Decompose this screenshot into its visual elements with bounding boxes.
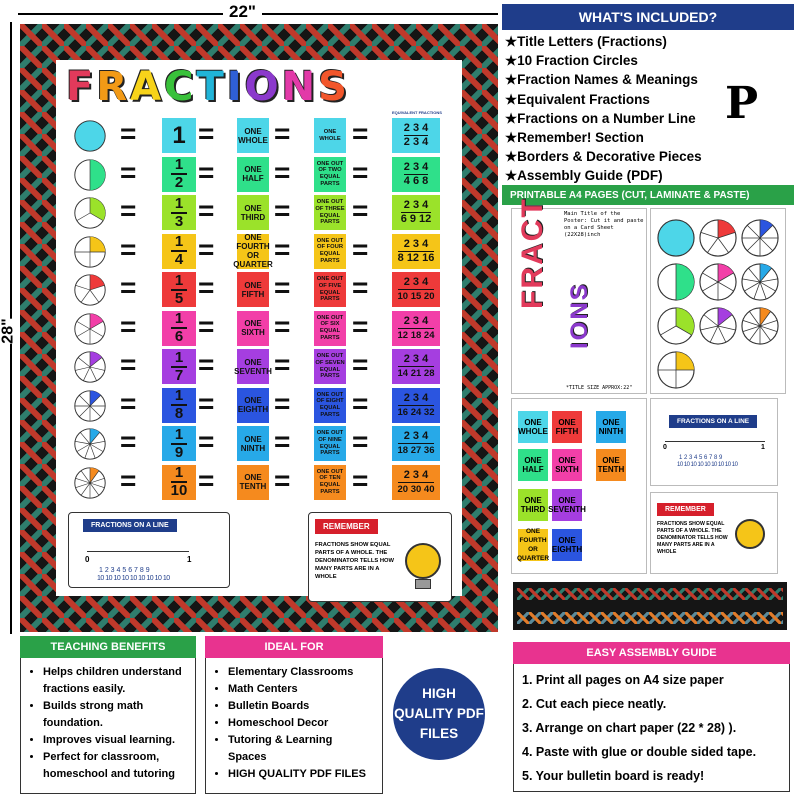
fraction-value — [162, 157, 196, 192]
equals-sign: = — [352, 387, 369, 419]
list-item: • Bulletin Boards — [228, 698, 372, 715]
equals-sign: = — [352, 233, 369, 265]
printable-header: PRINTABLE A4 PAGES (CUT, LAMINATE & PASTE) — [502, 185, 794, 205]
equals-sign: = — [198, 426, 215, 457]
equals-sign: = — [120, 118, 137, 149]
numerator: 1 — [174, 194, 184, 212]
fraction-row — [66, 116, 452, 155]
fraction-name: ONE FOURTH OR QUARTER — [233, 233, 273, 269]
fraction-rows — [66, 116, 452, 501]
number-line-denominators: 10 10 10 10 10 10 10 10 10 — [97, 575, 170, 582]
assembly-step: 5. Your bulletin board is ready! — [522, 769, 705, 783]
included-item: ★Borders & Decorative Pieces — [505, 149, 702, 165]
assembly-step: 3. Arrange on chart paper (22 * 28) ). — [522, 721, 737, 735]
equivalent-numerators: 2 3 4 — [398, 392, 435, 406]
equivalent-header: EQUIVALENT FRACTIONS — [392, 110, 442, 115]
printable-remember-banner: REMEMBER — [657, 503, 714, 516]
fraction-name: ONE SIXTH — [237, 311, 269, 346]
fraction-circle-icon — [74, 197, 106, 229]
assembly-step: 4. Paste with glue or double sided tape. — [522, 745, 757, 759]
number-line-start: 0 — [85, 555, 90, 564]
name-card: ONE FOURTH OR QUARTER — [516, 528, 550, 562]
fraction-meaning: ONE OUT OF SEVEN EQUAL PARTS — [314, 349, 346, 384]
equals-sign: = — [120, 233, 137, 265]
equivalent-fractions — [392, 234, 440, 269]
list-item: • Elementary Classrooms — [228, 664, 372, 681]
equivalent-fractions — [392, 311, 440, 346]
assembly-steps — [514, 664, 789, 792]
title-letter: S — [318, 64, 350, 110]
title-page-preview — [511, 197, 647, 394]
equals-sign: = — [198, 195, 215, 226]
fraction-circle-icon — [74, 120, 106, 152]
printable-circle-icon — [699, 219, 737, 262]
denominator: 5 — [174, 289, 184, 307]
fraction-meaning: ONE OUT OF TWO EQUAL PARTS — [314, 157, 346, 192]
assembly-guide-section — [513, 642, 790, 792]
equivalent-denominators: 8 12 16 — [397, 251, 435, 264]
fraction-value — [162, 426, 196, 461]
numerator: 1 — [174, 271, 184, 289]
fraction-value — [162, 465, 196, 500]
fraction-row — [66, 270, 452, 309]
numerator: 1 — [174, 156, 184, 173]
fraction-circle-icon — [74, 351, 106, 383]
equivalent-numerators: 2 3 4 — [398, 315, 435, 329]
name-card: ONE SEVENTH — [552, 489, 582, 521]
title-size-note: *TITLE SIZE APPROX:22" — [566, 385, 633, 391]
fraction-name: ONE EIGHTH — [237, 388, 269, 423]
printable-circle-icon — [657, 219, 695, 262]
equals-sign: = — [198, 272, 215, 303]
border-strip-pattern-2 — [517, 612, 783, 624]
equivalent-numerators: 2 3 4 — [401, 199, 432, 213]
included-list — [505, 32, 725, 186]
printable-circle-icon — [741, 307, 779, 350]
denominator: 7 — [174, 366, 184, 384]
printable-circle-icon — [657, 351, 695, 394]
ideal-for-section — [205, 636, 383, 794]
teaching-benefits-header: TEACHING BENEFITS — [20, 636, 196, 658]
fraction-circle-icon — [74, 274, 106, 306]
equals-sign: = — [198, 349, 215, 380]
fraction-row — [66, 155, 452, 194]
printable-nl-numerators: 1 2 3 4 5 6 7 8 9 — [679, 455, 723, 461]
printable-circle-icon — [657, 307, 695, 350]
equivalent-fractions — [392, 465, 440, 500]
assembly-step: 2. Cut each piece neatly. — [522, 697, 667, 711]
equivalent-denominators: 6 9 12 — [400, 213, 432, 225]
remember-banner: REMEMBER — [315, 519, 378, 534]
equivalent-fractions — [392, 426, 440, 461]
fraction-row — [66, 386, 452, 425]
fraction-name: ONE HALF — [237, 157, 269, 192]
equals-sign: = — [120, 464, 137, 496]
name-card: ONE EIGHTH — [552, 529, 582, 561]
name-card: ONE TENTH — [596, 449, 626, 481]
equals-sign: = — [198, 233, 215, 265]
fraction-value — [162, 311, 196, 346]
printable-remember-text: FRACTIONS SHOW EQUAL PARTS OF A WHOLE. THE DENOMINATOR TELLS HOW MANY PARTS ARE IN A WHOLE — [657, 521, 728, 555]
included-item: ★Remember! Section — [505, 130, 644, 146]
title-letter: C — [164, 64, 197, 110]
equals-sign: = — [352, 118, 369, 149]
quality-badge: HIGH QUALITY PDF FILES — [393, 668, 485, 760]
equals-sign: = — [120, 387, 137, 419]
equals-sign: = — [352, 349, 369, 380]
equivalent-numerators: 2 3 4 — [398, 469, 435, 483]
printable-circle-icon — [657, 263, 695, 306]
denominator: 2 — [174, 174, 184, 191]
list-item: • Helps children understand fractions easily. — [43, 664, 185, 698]
equals-sign: = — [198, 310, 215, 342]
equals-sign: = — [352, 310, 369, 342]
ideal-for-list — [206, 658, 382, 787]
equivalent-fractions — [392, 388, 440, 423]
lightbulb-base-icon — [415, 579, 431, 589]
equals-sign: = — [274, 195, 291, 226]
brand-logo — [725, 78, 767, 128]
name-card: ONE FIFTH — [552, 411, 582, 443]
fraction-name: ONE SEVENTH — [237, 349, 269, 384]
title-letter: N — [281, 64, 319, 110]
equals-sign: = — [274, 272, 291, 303]
number-line-end: 1 — [187, 555, 192, 564]
included-item: ★Title Letters (Fractions) — [505, 34, 667, 49]
list-item: • Math Centers — [228, 681, 372, 698]
numerator: 1 — [174, 310, 184, 327]
printable-circle-icon — [699, 263, 737, 306]
equivalent-numerators: 2 3 4 — [403, 122, 429, 134]
fraction-row — [66, 347, 452, 386]
fraction-row — [66, 424, 452, 463]
equivalent-denominators: 2 3 4 — [403, 136, 429, 148]
fraction-value — [162, 349, 196, 384]
fraction-row — [66, 193, 452, 232]
equivalent-numerators: 2 3 4 — [403, 160, 429, 173]
printable-circle-icon — [699, 307, 737, 350]
name-card: ONE THIRD — [518, 489, 548, 521]
equivalent-denominators: 12 18 24 — [397, 329, 435, 341]
numerator: 1 — [174, 425, 184, 443]
printable-lightbulb-icon — [735, 519, 765, 549]
border-strip-preview — [511, 580, 789, 632]
equals-sign: = — [352, 464, 369, 496]
fraction-circle-icon — [74, 159, 106, 191]
equals-sign: = — [274, 464, 291, 496]
equivalent-denominators: 10 15 20 — [397, 291, 435, 302]
included-item: ★Fractions on a Number Line — [505, 110, 696, 126]
fraction-meaning: ONE OUT OF FIVE EQUAL PARTS — [314, 272, 346, 307]
equals-sign: = — [198, 387, 215, 419]
equivalent-denominators: 4 6 8 — [403, 174, 429, 187]
circles-page-preview — [650, 208, 786, 394]
assembly-guide-header: EASY ASSEMBLY GUIDE — [513, 642, 790, 664]
equals-sign: = — [274, 233, 291, 265]
list-item: • HIGH QUALITY PDF FILES — [228, 766, 372, 783]
list-item: • Homeschool Decor — [228, 715, 372, 732]
printable-nl-start: 0 — [663, 444, 667, 451]
width-label: 22" — [223, 2, 262, 22]
name-cards-page-preview — [511, 398, 647, 574]
numerator: 1 — [174, 464, 184, 481]
fraction-row — [66, 232, 452, 271]
whats-included-header: WHAT'S INCLUDED? — [502, 4, 794, 30]
equals-sign: = — [120, 310, 137, 342]
fraction-meaning: ONE OUT OF TEN EQUAL PARTS — [314, 465, 346, 500]
fraction-meaning: ONE OUT OF THREE EQUAL PARTS — [314, 195, 346, 230]
equivalent-denominators: 14 21 28 — [397, 368, 435, 379]
equals-sign: = — [274, 310, 291, 342]
equivalent-fractions — [392, 157, 440, 192]
border-strip-pattern — [517, 588, 783, 600]
remember-text: FRACTIONS SHOW EQUAL PARTS OF A WHOLE. THE DENOMINATOR TELLS HOW MANY PARTS ARE IN A WHOLE — [315, 542, 395, 580]
equals-sign: = — [120, 156, 137, 188]
assembly-guide-body — [513, 664, 790, 792]
fraction-circle-icon — [74, 428, 106, 460]
equivalent-fractions — [392, 349, 440, 384]
title-piece-ions: IONS — [566, 282, 593, 349]
included-item: ★Equivalent Fractions — [505, 91, 650, 107]
title-letter: O — [244, 64, 282, 110]
equals-sign: = — [120, 272, 137, 303]
equals-sign: = — [274, 387, 291, 419]
fraction-value — [162, 388, 196, 423]
title-piece-fract: FRACT — [516, 197, 549, 309]
fraction-meaning: ONE OUT OF NINE EQUAL PARTS — [314, 426, 346, 461]
fraction-value — [162, 195, 196, 230]
fraction-value: 1 — [162, 118, 196, 153]
title-letter: T — [196, 64, 227, 110]
fraction-name: ONE WHOLE — [237, 118, 269, 153]
fraction-circle-icon — [74, 390, 106, 422]
numerator: 1 — [174, 387, 184, 404]
fraction-circle-icon — [74, 313, 106, 345]
fraction-circle-icon — [74, 467, 106, 499]
title-letter: I — [226, 64, 245, 110]
equivalent-fractions — [392, 118, 440, 153]
denominator: 8 — [174, 405, 184, 422]
equivalent-numerators: 2 3 4 — [398, 238, 435, 252]
numerator: 1 — [174, 348, 184, 366]
equals-sign: = — [120, 195, 137, 226]
equals-sign: = — [120, 426, 137, 457]
equivalent-denominators: 18 27 36 — [397, 445, 435, 456]
printable-nl-line — [665, 441, 765, 442]
ideal-for-body — [205, 658, 383, 794]
equivalent-numerators: 2 3 4 — [398, 276, 435, 290]
fraction-name: ONE NINTH — [237, 426, 269, 461]
title-letter: R — [96, 64, 131, 110]
equivalent-denominators: 16 24 32 — [397, 406, 435, 418]
lightbulb-icon — [405, 543, 441, 579]
fraction-value — [162, 272, 196, 307]
equals-sign: = — [352, 272, 369, 303]
included-item: ★10 Fraction Circles — [505, 53, 638, 69]
ideal-for-header: IDEAL FOR — [205, 636, 383, 658]
list-item: • Perfect for classroom, homeschool and tutoring — [43, 749, 185, 783]
list-item: • Builds strong math foundation. — [43, 698, 185, 732]
fraction-row — [66, 309, 452, 348]
logo-letter: P — [725, 78, 759, 129]
remember-page-preview — [650, 492, 778, 574]
equals-sign: = — [274, 349, 291, 380]
poster-title — [66, 64, 386, 112]
fraction-meaning: ONE OUT OF FOUR EQUAL PARTS — [314, 234, 346, 269]
denominator: 3 — [174, 212, 184, 230]
title-page-note: Main Title of the Poster: Cut it and paste on a Card Sheet (22X28)inch — [564, 211, 644, 238]
denominator: 4 — [174, 251, 184, 268]
equivalent-denominators: 20 30 40 — [397, 483, 435, 495]
title-letter: F — [66, 64, 97, 110]
fraction-row — [66, 463, 452, 502]
fraction-name: ONE TENTH — [237, 465, 269, 500]
printable-nl-end: 1 — [761, 444, 765, 451]
equals-sign: = — [198, 156, 215, 188]
number-line-banner: FRACTIONS ON A LINE — [83, 519, 177, 532]
poster-preview — [20, 24, 498, 632]
equals-sign: = — [198, 118, 215, 149]
height-label: 28" — [0, 318, 17, 344]
printable-circle-icon — [741, 219, 779, 262]
height-dimension — [2, 22, 18, 634]
list-item: • Improves visual learning. — [43, 732, 185, 749]
equals-sign: = — [352, 156, 369, 188]
equals-sign: = — [352, 426, 369, 457]
equals-sign: = — [274, 118, 291, 149]
assembly-step: 1. Print all pages on A4 size paper — [522, 673, 724, 687]
title-letter: A — [130, 64, 165, 110]
name-card: ONE HALF — [518, 449, 548, 481]
denominator: 6 — [174, 328, 184, 345]
equals-sign: = — [352, 195, 369, 226]
poster-content — [56, 60, 462, 596]
fraction-value — [162, 234, 196, 269]
list-item: • Tutoring & Learning Spaces — [228, 732, 372, 766]
fraction-name: ONE THIRD — [237, 195, 269, 230]
teaching-benefits-body — [20, 658, 196, 794]
remember-card — [308, 512, 452, 602]
fraction-circle-icon — [74, 236, 106, 268]
number-line-numerators: 1 2 3 4 5 6 7 8 9 — [99, 567, 150, 574]
name-card: ONE NINTH — [596, 411, 626, 443]
equals-sign: = — [274, 426, 291, 457]
number-line-card — [68, 512, 230, 588]
printable-nl-banner: FRACTIONS ON A LINE — [669, 415, 757, 428]
equals-sign: = — [198, 464, 215, 496]
name-card: ONE SIXTH — [552, 449, 582, 481]
fraction-meaning: ONE OUT OF SIX EQUAL PARTS — [314, 311, 346, 346]
included-item: ★Assembly Guide (PDF) — [505, 168, 663, 184]
printable-nl-denominators: 10 10 10 10 10 10 10 10 10 — [677, 462, 738, 468]
equals-sign: = — [274, 156, 291, 188]
printable-circle-icon — [741, 263, 779, 306]
name-card: ONE WHOLE — [518, 411, 548, 443]
numerator: 1 — [174, 233, 184, 250]
included-item: ★Fraction Names & Meanings — [505, 72, 698, 88]
number-line — [87, 551, 189, 552]
denominator: 10 — [170, 482, 188, 499]
fraction-meaning: ONE WHOLE — [314, 118, 346, 153]
fraction-name: ONE FIFTH — [237, 272, 269, 307]
equals-sign: = — [120, 349, 137, 380]
fraction-meaning: ONE OUT OF EIGHT EQUAL PARTS — [314, 388, 346, 423]
width-dimension — [18, 4, 498, 22]
teaching-benefits-section — [20, 636, 196, 794]
equivalent-fractions — [392, 195, 440, 230]
number-line-page-preview — [650, 398, 778, 486]
equivalent-numerators: 2 3 4 — [398, 353, 435, 367]
denominator: 9 — [174, 443, 184, 461]
teaching-benefits-list — [21, 658, 195, 787]
equivalent-numerators: 2 3 4 — [398, 430, 435, 444]
equivalent-fractions — [392, 272, 440, 307]
